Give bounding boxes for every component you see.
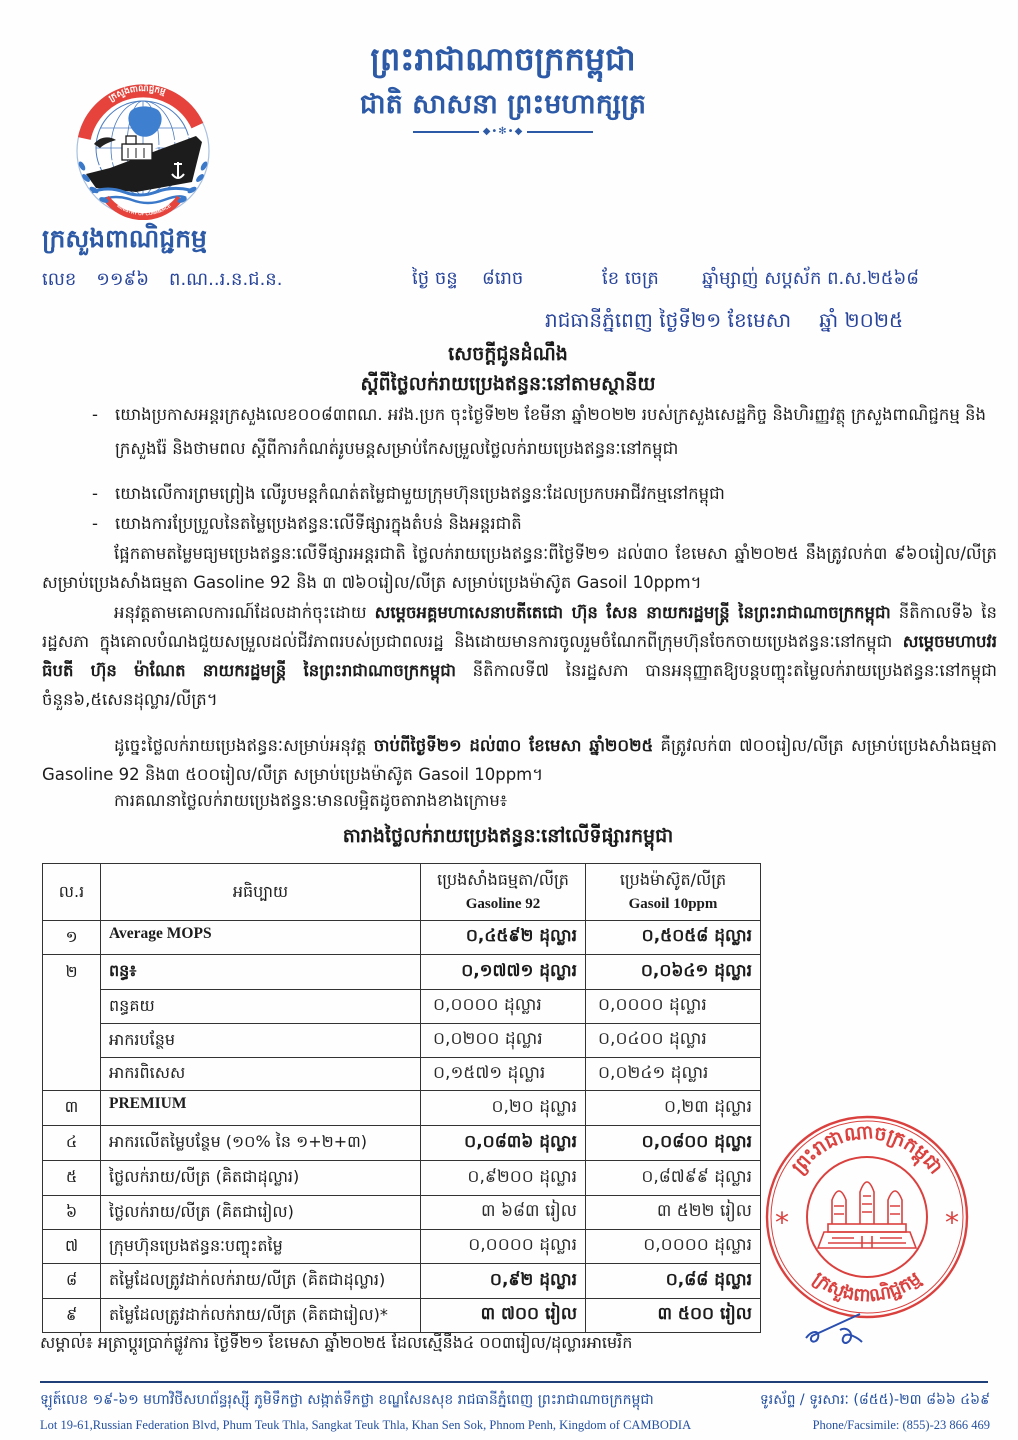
national-motto: ជាតិ សាសនា ព្រះមហាក្សត្រ — [359, 89, 647, 120]
reference-text: យោងប្រកាសអន្តរក្រសួងលេខ០០៨៣ពណ. អវង.ប្រក ចុះថ្ងៃទី២២ ខែមីនា ឆ្នាំ២០២២ របស់ក្រសួងសេដ្ឋកិច្ច និងហិរញ្ញវត្ថុ ក្រសួងពាណិជ្ជកម្ម និងក្រសួងរ៉ែ និងថាមពល ស្តីពីការកំណត់រូបមន្តសម្រាប់កែសម្រួលថ្លៃលក់រាយប្រេងឥន្ធនៈនៅកម្ពុជា — [115, 405, 987, 458]
table-row — [43, 955, 761, 990]
ornament-glyph-icon: ◆•✻•◆ — [482, 126, 524, 137]
row-number: ១ — [43, 921, 101, 955]
lunar-day: ថ្ងៃ ចន្ទ — [412, 268, 458, 289]
gasoline-value: ០,១៧៧១ ដុល្លារ — [421, 955, 586, 990]
paragraph-text: អនុវត្តតាមគោលការណ៍ដែលដាក់ចុះដោយ — [114, 603, 375, 622]
footer-phone-km: ទូរស័ព្ទ / ទូរសារៈ (៨៥៥)-២៣ ៨៦៦ ៤៦៩ — [759, 1392, 990, 1408]
footer-divider — [40, 1381, 988, 1383]
paragraph-text: ផ្អែកតាមតម្លៃមធ្យមប្រេងឥន្ធនៈលើទីផ្សារអន្តរជាតិ ថ្លៃលក់រាយប្រេងឥន្ធនៈពីថ្ងៃទី២១ ដល់៣០ ខែមេសា ឆ្នាំ២០២៥ នឹងត្រូវលក់៣ ៩៦០រៀល/លីត្រ សម្រាប់ប្រេងសាំងធម្មតា Gasoline 92 និង ៣ ៧៦០រៀល/លីត្រ សម្រាប់ប្រេងម៉ាស៊ូត Gasoil 10ppm។ — [42, 544, 997, 592]
ministry-of-commerce-logo-icon — [70, 82, 216, 220]
table-row — [43, 1230, 761, 1264]
gasoil-value: ៣ ៥២២ រៀល — [586, 1196, 761, 1230]
paragraph-emphasis: សម្តេចអគ្គមហាសេនាបតីតេជោ ហ៊ុន សែន នាយករដ្ឋមន្ត្រី នៃព្រះរាជាណាចក្រកម្ពុជា — [374, 603, 891, 622]
gasoil-value: ០,០០០០ ដុល្លារ — [586, 1230, 761, 1264]
row-number: ២ — [43, 955, 101, 1091]
col-header-gasoil — [586, 864, 761, 921]
svg-text:ក្រសួងពាណិជ្ជកម្ម — [809, 1268, 925, 1307]
footer-address-en: Lot 19-61,Russian Federation Blvd, Phum Teuk Thla, Sangkat Teuk Thla, Khan Sen Sok, Phnom Penh, Kingdom of CAMBODIA — [40, 1418, 692, 1432]
gasoil-value: ០,០៦៤១ ដុល្លារ — [586, 955, 761, 990]
col-header-gasoline — [421, 864, 586, 921]
reference-label: លេខ — [42, 269, 77, 290]
col-header-no: ល.រ — [43, 864, 101, 921]
lunar-year: ឆ្នាំម្សាញ់ សប្តស័ក ព.ស.២៥៦៨ — [702, 268, 919, 289]
stamp-asterisk-left-icon: * — [775, 1206, 789, 1239]
row-description: តម្លៃដែលត្រូវដាក់លក់រាយ/លីត្រ (គិតជារៀល)* — [101, 1299, 421, 1333]
reference-text: យោងលើការព្រមព្រៀង លើរូបមន្តកំណត់តម្លៃជាមួយក្រុមហ៊ុនប្រេងឥន្ធនៈដែលប្រកបអាជីវកម្មនៅកម្ពុជា — [115, 484, 725, 503]
solar-date — [545, 304, 995, 336]
gasoil-value: ០,៨៧៩៩ ដុល្លារ — [586, 1161, 761, 1196]
gasoline-value: ០,៩២០០ ដុល្លារ — [421, 1161, 586, 1196]
gasoline-value: ០,១៥៧១ ដុល្លារ — [421, 1058, 586, 1091]
row-number: ៦ — [43, 1196, 101, 1230]
paragraph-final-price — [42, 731, 997, 789]
table-row — [43, 1126, 761, 1161]
header-ornament — [413, 125, 593, 139]
svg-text:ព្រះរាជាណាចក្រកម្ពុជា — [787, 1121, 946, 1178]
paragraph-emphasis: សម្តេចមហាបវរធិបតី ហ៊ុន ម៉ាណែត នាយករដ្ឋមន្ត្រី នៃព្រះរាជាណាចក្រកម្ពុជា — [42, 632, 997, 680]
paragraph-text: ដូច្នេះថ្លៃលក់រាយប្រេងឥន្ធនៈសម្រាប់អនុវត្ត — [114, 736, 374, 755]
paragraph-table-intro — [42, 786, 997, 815]
reference-item — [92, 398, 997, 466]
reference-item — [92, 507, 997, 541]
col-header-gasoil-km: ប្រេងម៉ាស៊ូត/លីត្រ — [619, 870, 727, 889]
col-header-gasoline-en: Gasoline 92 — [465, 896, 541, 912]
gasoil-value: ០,០០០០ ដុល្លារ — [586, 990, 761, 1024]
gasoil-value: ៣ ៥០០ រៀល — [586, 1299, 761, 1333]
lunar-date — [412, 264, 997, 294]
gasoil-value: ០,០៨០០ ដុល្លារ — [586, 1126, 761, 1161]
gasoil-value: ០,០៤០០ ដុល្លារ — [586, 1024, 761, 1058]
table-row — [43, 921, 761, 955]
row-number: ៩ — [43, 1299, 101, 1333]
ornament-line-left — [413, 131, 479, 133]
gasoil-value: ០,០២៤១ ដុល្លារ — [586, 1058, 761, 1091]
gasoline-value: ៣ ៦៨៣ រៀល — [421, 1196, 586, 1230]
bullet-dash: - — [92, 405, 98, 424]
kingdom-title: ព្រះរាជាណាចក្រកម្ពុជា — [370, 40, 636, 78]
col-header-description: អធិប្បាយ — [101, 864, 421, 921]
logo-ring-text: ក្រសួងពាណិជ្ជកម្ម — [107, 84, 167, 104]
signature-icon — [800, 1308, 880, 1350]
table-row — [43, 1196, 761, 1230]
table-subrow — [43, 990, 761, 1024]
row-description: ក្រុមហ៊ុនប្រេងឥន្ធនៈបញ្ចុះតម្លៃ — [101, 1230, 421, 1264]
gasoline-value: ០,២០ ដុល្លារ — [421, 1091, 586, 1126]
gasoline-value: ០,០៨៣៦ ដុល្លារ — [421, 1126, 586, 1161]
bullet-dash: - — [92, 514, 98, 533]
lunar-month: ខែ ចេត្រ — [602, 268, 659, 289]
gasoil-value: ០,២៣ ដុល្លារ — [586, 1091, 761, 1126]
table-row — [43, 1264, 761, 1299]
table-row — [43, 1091, 761, 1126]
fuel-price-table — [42, 863, 761, 1333]
footer-khmer — [40, 1388, 990, 1412]
footer-address-km: ឡូត៍លេខ ១៩-៦១ មហាវិថីសហព័ន្ធរុស្ស៊ី ភូមិទឹកថ្លា សង្កាត់ទឹកថ្លា ខណ្ឌសែនសុខ រាជធានីភ្នំពេញ ព្រះរាជាណាចក្រកម្ពុជា — [40, 1392, 654, 1408]
table-subrow — [43, 1024, 761, 1058]
reference-item — [92, 477, 997, 511]
row-description: PREMIUM — [101, 1091, 421, 1126]
row-description: Average MOPS — [101, 921, 421, 955]
logo-ribbon-text: MINISTRY OF COMMERCE — [116, 203, 172, 217]
row-number: ៤ — [43, 1126, 101, 1161]
paragraph-text: នីតិកាលទី៧ នៃរដ្ឋសភា បានអនុញ្ញាតឱ្យបន្តបញ្ចុះតម្លៃលក់រាយប្រេងឥន្ធនៈនៅកម្ពុជាចំនួន៦,៥សេនដុល្លារ/លីត្រ។ — [42, 661, 997, 709]
table-title: តារាងថ្លៃលក់រាយប្រេងឥន្ធនៈនៅលើទីផ្សារកម្ពុជា — [342, 825, 674, 847]
table-row — [43, 1299, 761, 1333]
row-number: ៧ — [43, 1230, 101, 1264]
row-number: ៥ — [43, 1161, 101, 1196]
table-subrow — [43, 1058, 761, 1091]
stamp-top-text: ព្រះរាជាណាចក្រកម្ពុជា — [787, 1121, 947, 1179]
row-description: ពន្ធគយ — [101, 990, 421, 1024]
lunar-phase: ៨រោច — [482, 268, 524, 289]
row-description: ពន្ធ៖ — [101, 955, 421, 990]
notice-subject: ស្តីពីថ្លៃលក់រាយប្រេងឥន្ធនៈនៅតាមស្ថានីយ — [360, 373, 656, 395]
row-description: អាករពិសេស — [101, 1058, 421, 1091]
col-header-gasoil-en: Gasoil 10ppm — [628, 896, 718, 912]
gasoline-value: ៣ ៧០០ រៀល — [421, 1299, 586, 1333]
official-seal-stamp-icon — [762, 1112, 972, 1322]
reference-number — [42, 266, 312, 294]
gasoil-value: ០,៨៨ ដុល្លារ — [586, 1264, 761, 1299]
gasoil-value: ០,៥០៥៨ ដុល្លារ — [586, 921, 761, 955]
paragraph-subsidy — [42, 598, 997, 714]
bullet-dash: - — [92, 484, 98, 503]
row-number: ៣ — [43, 1091, 101, 1126]
paragraph-emphasis: ចាប់ពីថ្ងៃទី២១ ដល់៣០ ខែមេសា ឆ្នាំ២០២៥ — [373, 736, 654, 755]
paragraph-market-price — [42, 539, 997, 597]
footer-english — [40, 1414, 990, 1436]
gasoline-value: ០,៩២ ដុល្លារ — [421, 1264, 586, 1299]
row-description: តម្លៃដែលត្រូវដាក់លក់រាយ/លីត្រ (គិតជាដុល្លារ) — [101, 1264, 421, 1299]
col-header-gasoline-km: ប្រេងសាំងធម្មតា/លីត្រ — [437, 870, 569, 889]
reference-text: យោងការប្រែប្រួលនៃតម្លៃប្រេងឥន្ធនៈលើទីផ្សារក្នុងតំបន់ និងអន្តរជាតិ — [115, 514, 522, 533]
row-number: ៨ — [43, 1264, 101, 1299]
paragraph-text: នីតិកាលទី៦ នៃរដ្ឋសភា ក្នុងគោលបំណងជួយសម្រួលដល់ជីវភាពរបស់ប្រជាពលរដ្ឋ និងដោយមានការចូលរួមចំណែកពីក្រុមហ៊ុនចែកចាយប្រេងឥន្ធនៈនៅកម្ពុជា — [42, 603, 997, 651]
row-description: ថ្លៃលក់រាយ/លីត្រ (គិតជារៀល) — [101, 1196, 421, 1230]
row-description: អាករលើតម្លៃបន្ថែម (១០% នៃ ១+២+៣) — [101, 1126, 421, 1161]
paragraph-text: គឺត្រូវលក់៣ ៧០០រៀល/លីត្រ សម្រាប់ប្រេងសាំងធម្មតា Gasoline 92 និង៣ ៥០០រៀល/លីត្រ សម្រាប់ប្រេងម៉ាស៊ូត Gasoil 10ppm។ — [42, 736, 997, 784]
footer-phone-en: Phone/Facsimile: (855)-23 866 469 — [812, 1418, 990, 1432]
reference-number-value: ១១៩៦ — [96, 269, 150, 290]
stamp-asterisk-right-icon: * — [945, 1206, 959, 1239]
solar-year: ឆ្នាំ ២០២៥ — [819, 308, 904, 332]
paragraph-text: ការគណនាថ្លៃលក់រាយប្រេងឥន្ធនៈមានលម្អិតដូចតារាងខាងក្រោម៖ — [114, 791, 508, 810]
angkor-temple-icon — [818, 1182, 916, 1248]
gasoline-value: ០,០០០០ ដុល្លារ — [421, 1230, 586, 1264]
gasoline-value: ០,០២០០ ដុល្លារ — [421, 1024, 586, 1058]
solar-place-date: រាជធានីភ្នំពេញ ថ្ងៃទី២១ ខែមេសា — [545, 308, 792, 332]
table-header-row — [43, 864, 761, 921]
ornament-line-right — [527, 131, 593, 133]
table-row — [43, 1161, 761, 1196]
ministry-name: ក្រសួងពាណិជ្ជកម្ម — [42, 224, 207, 253]
gasoline-value: ០,០០០០ ដុល្លារ — [421, 990, 586, 1024]
stamp-bottom-text: ក្រសួងពាណិជ្ជកម្ម — [809, 1267, 925, 1307]
row-description: អាករបន្ថែម — [101, 1024, 421, 1058]
gasoline-value: ០,៤៥៩២ ដុល្លារ — [421, 921, 586, 955]
reference-suffix: ព.ណ..រ.ន.ជ.ន. — [169, 269, 283, 290]
row-description: ថ្លៃលក់រាយ/លីត្រ (គិតជាដុល្លារ) — [101, 1161, 421, 1196]
exchange-rate-note: សម្គាល់៖ អត្រាប្តូរប្រាក់ផ្លូវការ ថ្ងៃទី២១ ខែមេសា ឆ្នាំ២០២៥ ដែលស្មើនឹង៤ ០០៣រៀល/ដុល្លារអាមេរិក — [40, 1333, 633, 1352]
notice-title: សេចក្តីជូនដំណឹង — [448, 343, 568, 365]
